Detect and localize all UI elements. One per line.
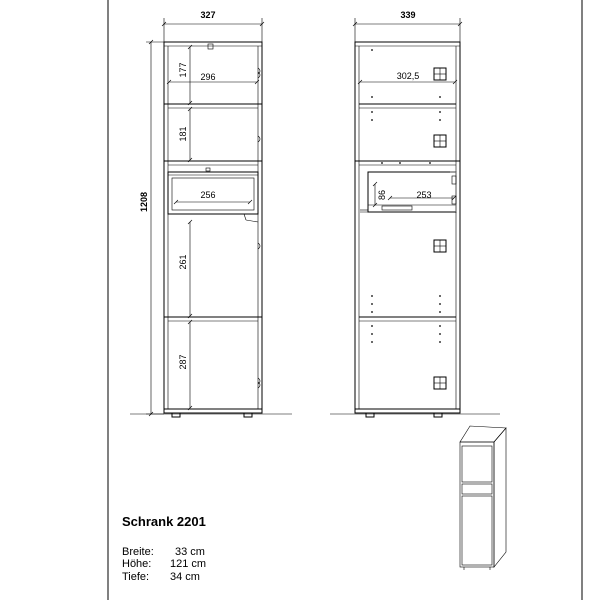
front-width-label: 327 [200, 10, 216, 20]
side-view [330, 10, 500, 417]
spec-width-label: Breite: [122, 546, 154, 558]
spec-depth-label: Tiefe: [122, 571, 150, 583]
front-drawer-width-label: 256 [200, 190, 216, 200]
compartment-3-height: 261 [178, 254, 188, 270]
compartment-4-height: 287 [178, 354, 188, 370]
side-inner-depth-label: 302,5 [396, 71, 420, 81]
spec-height-label: Höhe: [122, 558, 152, 570]
spec-depth-value: 34 cm [170, 571, 200, 583]
cabinet-3d-thumbnail [460, 426, 506, 570]
compartment-2-height: 181 [178, 126, 188, 142]
compartment-1-height: 177 [178, 62, 188, 78]
side-depth-label: 339 [400, 10, 416, 20]
foot [172, 413, 180, 417]
product-title: Schrank 2201 [122, 514, 206, 529]
hinge-icon [434, 377, 446, 389]
side-drawer-height-label: 86 [377, 189, 387, 201]
front-view [130, 10, 292, 417]
foot [366, 413, 374, 417]
hinge-icon [434, 135, 446, 147]
hinge-icon [434, 240, 446, 252]
foot [244, 413, 252, 417]
spec-width-value: 33 cm [175, 546, 205, 558]
side-cabinet-body [355, 42, 460, 413]
foot [434, 413, 442, 417]
front-inner-width-label: 296 [200, 72, 216, 82]
spec-height-value: 121 cm [170, 558, 207, 570]
front-height-label: 1208 [139, 191, 149, 213]
side-drawer-depth-label: 253 [416, 190, 432, 200]
hinge-icon [434, 68, 446, 80]
